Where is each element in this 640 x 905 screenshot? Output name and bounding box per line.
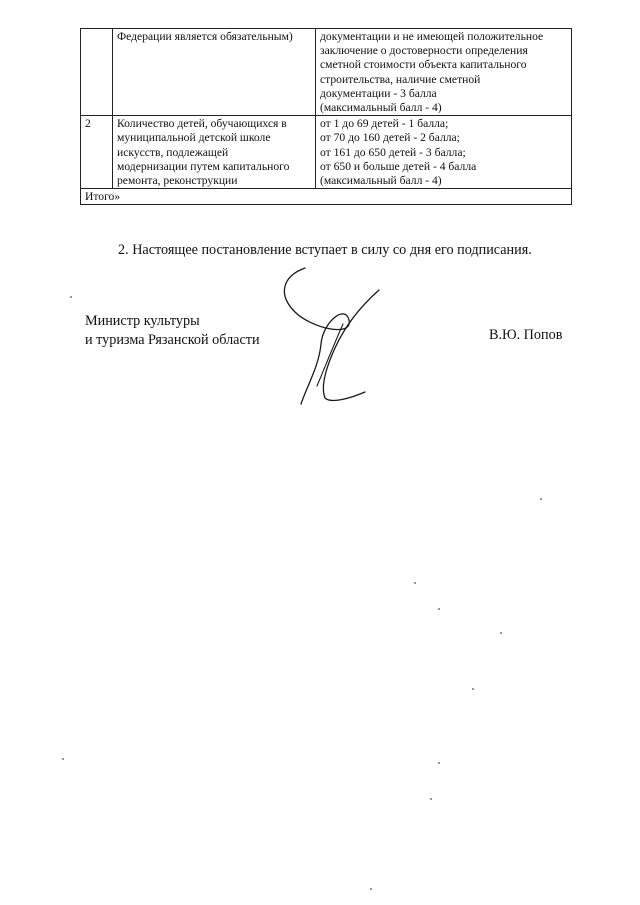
cell-line: (максимальный балл - 4) <box>320 174 442 188</box>
cell-line: от 161 до 650 детей - 3 балла; <box>320 145 466 159</box>
total-label: Итого» <box>81 189 572 205</box>
scan-speck <box>500 632 502 634</box>
cell-line: Количество детей, обучающихся в <box>117 117 287 131</box>
table-total-row <box>81 189 572 205</box>
cell-line: заключение о достоверности определения <box>320 44 528 58</box>
criteria-table <box>80 28 572 205</box>
cell-line: искусств, подлежащей <box>117 145 229 159</box>
scan-speck <box>430 798 432 800</box>
position-line: и туризма Рязанской области <box>85 332 260 348</box>
position-line: Министр культуры <box>85 313 200 329</box>
scan-speck <box>438 608 440 610</box>
cell-line: документации и не имеющей положительное <box>320 30 544 43</box>
row-number-cell <box>81 29 113 116</box>
scan-speck <box>414 582 416 584</box>
criterion-name-cell <box>113 29 316 116</box>
table-row <box>81 116 572 189</box>
scan-speck <box>438 762 440 764</box>
table-row <box>81 29 572 116</box>
signatory-name: В.Ю. Попов <box>489 327 563 343</box>
handwritten-signature <box>265 262 395 412</box>
row-number-cell: 2 <box>81 116 113 189</box>
cell-line: ремонта, реконструкции <box>117 174 238 188</box>
cell-line: (максимальный балл - 4) <box>320 101 442 115</box>
cell-line: муниципальной детской школе <box>117 131 271 145</box>
effective-date-clause: 2. Настоящее постановление вступает в силу со дня его подписания. <box>118 242 532 258</box>
criterion-score-cell <box>316 116 572 189</box>
scan-speck <box>70 296 72 298</box>
scan-speck <box>472 688 474 690</box>
cell-line: от 1 до 69 детей - 1 балла; <box>320 117 449 131</box>
cell-line: модернизации путем капитального <box>117 159 290 173</box>
criterion-score-cell <box>316 29 572 116</box>
cell-line: документации - 3 балла <box>320 86 437 100</box>
cell-line: от 650 и больше детей - 4 балла <box>320 159 477 173</box>
cell-line: Федерации является обязательным) <box>117 30 293 43</box>
cell-line: сметной стоимости объекта капитального <box>320 58 527 72</box>
cell-line: от 70 до 160 детей - 2 балла; <box>320 131 460 145</box>
scan-speck <box>540 498 542 500</box>
criterion-name-cell <box>113 116 316 189</box>
scan-speck <box>62 758 64 760</box>
cell-line: строительства, наличие сметной <box>320 72 481 86</box>
signatory-position <box>85 312 260 350</box>
scan-speck <box>370 888 372 890</box>
